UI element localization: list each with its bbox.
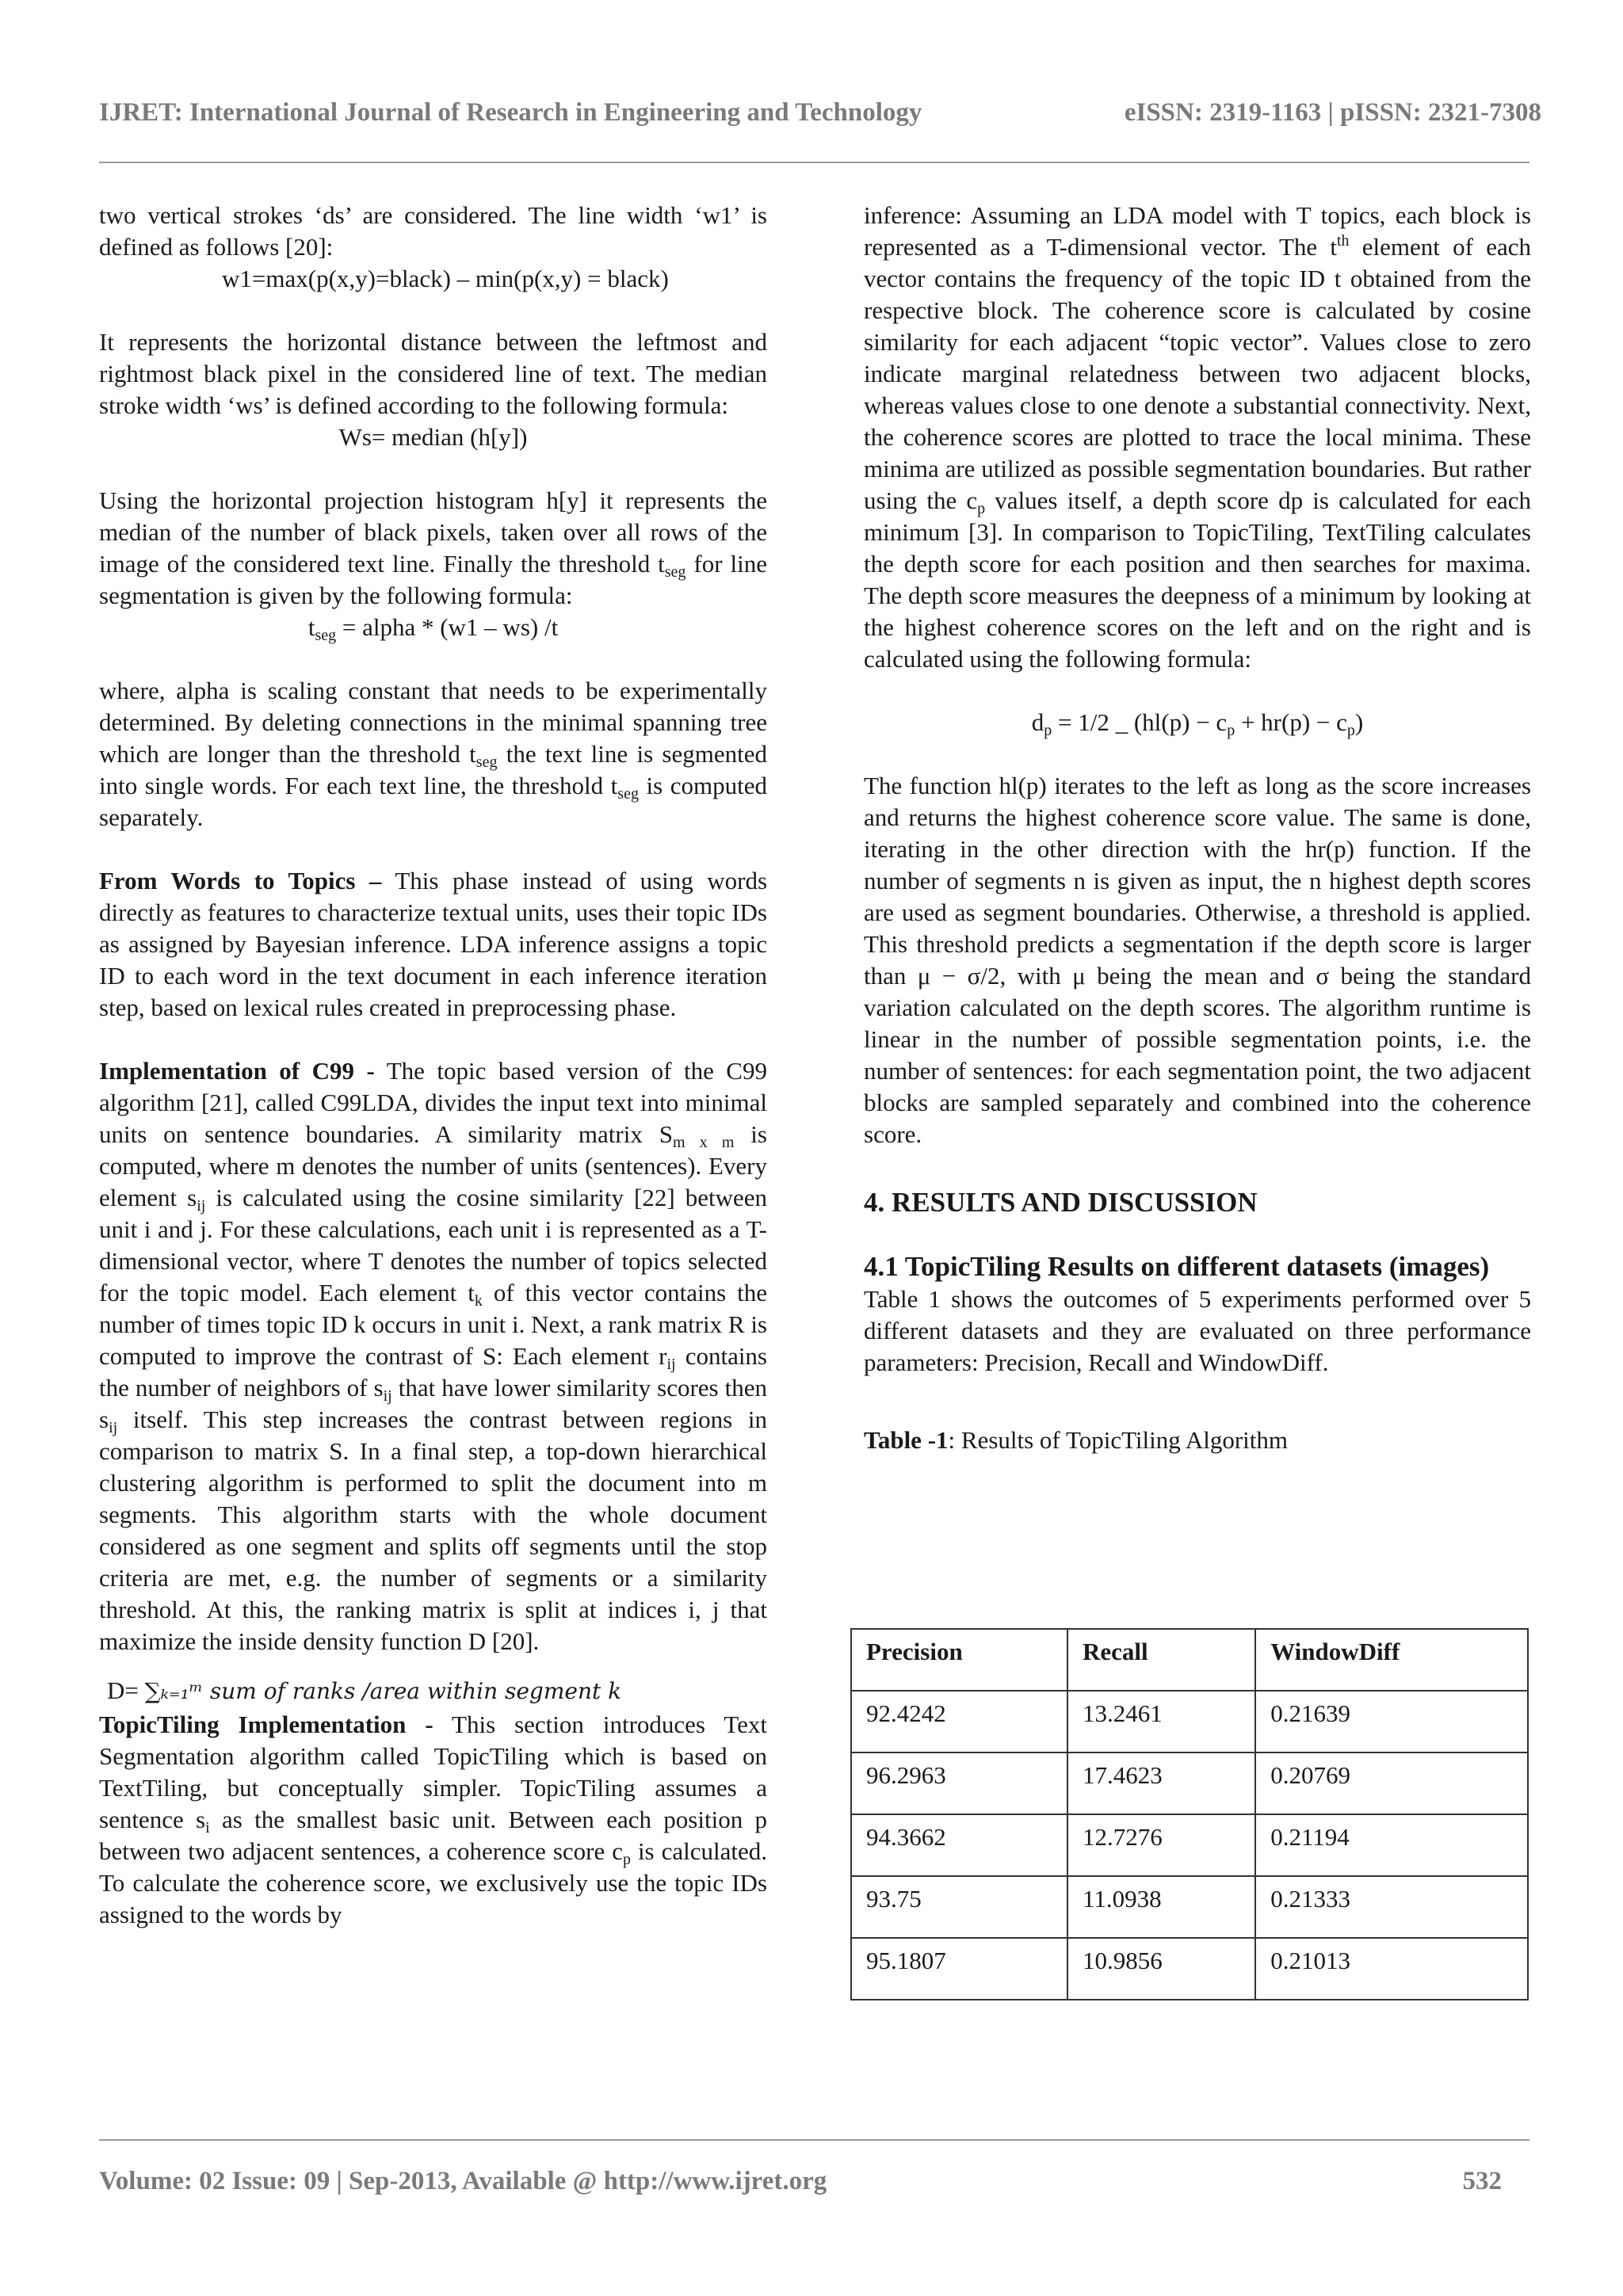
table-cell: 13.2461: [1067, 1691, 1255, 1753]
table-caption: Table -1: Results of TopicTiling Algorithm: [864, 1426, 1288, 1454]
equation-depth: $d_p = 1/2$ _ $(hl(p) - c_p + hr(p) - c_p)$: [1031, 708, 1364, 739]
paragraph: two vertical strokes ‘ds’ are considered. The line width ‘w1’ is defined as follows [20]:: [99, 201, 767, 261]
volume-info: Volume: 02 Issue: 09 | Sep-2013, Available @ http://www.ijret.org: [99, 2167, 827, 2195]
table-row: [851, 1876, 1528, 1938]
table-header-row: [851, 1629, 1528, 1691]
header-divider: [99, 162, 1529, 163]
table-cell: 17.4623: [1067, 1753, 1255, 1814]
table-row: [851, 1753, 1528, 1814]
left-column: [99, 200, 767, 1931]
table-cell: 93.75: [851, 1876, 1067, 1938]
equation-w1: w1=max(p(x,y)=black) – min(p(x,y) = black): [222, 265, 669, 292]
paragraph: It represents the horizontal distance between the leftmost and rightmost black pixel in the considered line of text. The median stroke width ‘ws’ is defined according to the following formula:: [99, 328, 767, 419]
subsection-heading: 4.1 TopicTiling Results on different datasets (images): [864, 1251, 1490, 1282]
section-heading: 4. RESULTS AND DISCUSSION: [864, 1187, 1258, 1218]
journal-title: IJRET: International Journal of Research in Engineering and Technology: [99, 98, 922, 127]
issn-info: eISSN: 2319-1163 | pISSN: 2321-7308: [1124, 98, 1541, 127]
table-cell: 95.1807: [851, 1938, 1067, 2000]
column-header: Recall: [1067, 1629, 1255, 1691]
table-cell: 12.7276: [1067, 1814, 1255, 1876]
paragraph-words-to-topics: From Words to Topics – This phase instead of using words directly as features to characterize textual units, uses their topic IDs as assigned by Bayesian inference. LDA inference assigns a topic ID to each word in the text document in each inference iteration step, based on lexical rules created in preprocessing phase.: [99, 867, 768, 1021]
footer-divider: [99, 2139, 1529, 2141]
table-cell: 0.21639: [1255, 1691, 1528, 1753]
paragraph: The function hl(p) iterates to the left as long as the score increases and returns the highest coherence score value. The same is done, iterating in the other direction with the hr(p) function. If the number of segments n is given as input, the n highest depth scores are used as segment boundaries. Otherwise, a threshold is applied. This threshold predicts a segmentation if the depth score is larger than μ − σ/2, with μ being the mean and σ being the standard variation calculated on the depth scores. The algorithm runtime is linear in the number of possible segmentation points, i.e. the number of sentences: for each segmentation point, the two adjacent blocks are sampled separately and combined into the coherence score.: [864, 772, 1531, 1148]
paragraph: where, alpha is scaling constant that needs to be experimentally determined. By deleting connections in the minimal spanning tree which are longer than the threshold $t_{seg}$ the text line is segmented into single words. For each text line, the threshold $t_{seg}$ is computed separately.: [99, 677, 767, 831]
table-cell: 94.3662: [851, 1814, 1067, 1876]
paragraph: Using the horizontal projection histogram h[y] it represents the median of the number of black pixels, taken over all rows of the image of the considered text line. Finally the threshold $t_{seg}$ for line segmentation is given by the following formula:: [99, 486, 767, 609]
table-cell: 0.20769: [1255, 1753, 1528, 1814]
table-cell: 92.4242: [851, 1691, 1067, 1753]
table-cell: 0.21194: [1255, 1814, 1528, 1876]
right-column: [864, 200, 1531, 1456]
table-cell: 10.9856: [1067, 1938, 1255, 2000]
equation-density: D= ∑ₖ₌₁ᵐ sum of ranks /area within segment k: [107, 1676, 622, 1704]
paragraph: inference: Assuming an LDA model with T topics, each block is represented as a T-dimensional vector. The $t^{th}$ element of each vector contains the frequency of the topic ID t obtained from the respective block. The coherence score is calculated by cosine similarity for each adjacent “topic vector”. Values close to zero indicate marginal relatedness between two adjacent blocks, whereas values close to one denote a substantial connectivity. Next, the coherence scores are plotted to trace the local minima. These minima are utilized as possible segmentation boundaries. But rather using the $c_p$ values itself, a depth score dp is calculated for each minimum [3]. In comparison to TopicTiling, TextTiling calculates the depth score for each position and then searches for maxima. The depth score measures the deepness of a minimum by looking at the highest coherence scores on the left and on the right and is calculated using the following formula:: [864, 201, 1531, 673]
table-row: [851, 1814, 1528, 1876]
table-cell: 0.21333: [1255, 1876, 1528, 1938]
paragraph: Table 1 shows the outcomes of 5 experiments performed over 5 different datasets and they are evaluated on three performance parameters: Precision, Recall and WindowDiff.: [864, 1285, 1531, 1376]
results-table: [850, 1628, 1529, 2000]
column-header: Precision: [851, 1629, 1067, 1691]
table-cell: 96.2963: [851, 1753, 1067, 1814]
paragraph-topictiling: TopicTiling Implementation - This section introduces Text Segmentation algorithm called TopicTiling which is based on TextTiling, but conceptually simpler. TopicTiling assumes a sentence $s_i$ as the smallest basic unit. Between each position p between two adjacent sentences, a coherence score $c_p$ is calculated. To calculate the coherence score, we exclusively use the topic IDs assigned to the words by: [99, 1711, 767, 1928]
column-header: WindowDiff: [1255, 1629, 1528, 1691]
table-row: [851, 1691, 1528, 1753]
table-row: [851, 1938, 1528, 2000]
equation-ws: Ws= median (h[y]): [338, 423, 528, 451]
table-cell: 11.0938: [1067, 1876, 1255, 1938]
equation-tseg: $t_{seg}$ = alpha * (w1 – ws) /t: [307, 613, 559, 644]
paragraph-c99: Implementation of C99 - The topic based version of the C99 algorithm [21], called C99LDA, divides the input text into minimal units on sentence boundaries. A similarity matrix $S_{m x m}$ is computed, where m denotes the number of units (sentences). Every element $s_{ij}$ is calculated using the cosine similarity [22] between unit i and j. For these calculations, each unit i is represented as a T-dimensional vector, where T denotes the number of topics selected for the topic model. Each element $t_k$ of this vector contains the number of times topic ID k occurs in unit i. Next, a rank matrix R is computed to improve the contrast of S: Each element $r_{ij}$ contains the number of neighbors of $s_{ij}$ that have lower similarity scores then $s_{ij}$ itself. This step increases the contrast between regions in comparison to matrix S. In a final step, a top-down hierarchical clustering algorithm is performed to split the document into m segments. This algorithm starts with the whole document considered as one segment and splits off segments until the stop criteria are met, e.g. the number of segments or a similarity threshold. At this, the ranking matrix is split at indices i, j that maximize the inside density function D [20].: [99, 1057, 767, 1655]
table-cell: 0.21013: [1255, 1938, 1528, 2000]
page-number: 532: [1462, 2167, 1502, 2195]
